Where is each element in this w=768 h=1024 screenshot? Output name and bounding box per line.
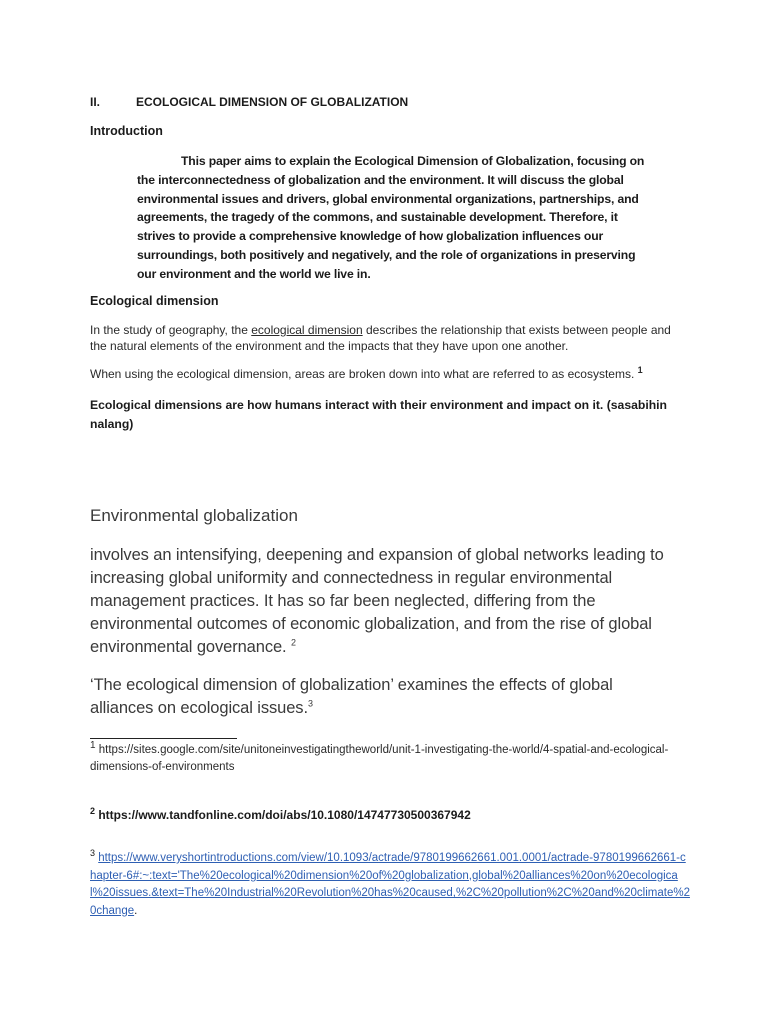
ecosystems-paragraph (90, 366, 690, 382)
environmental-globalization-paragraph (90, 544, 680, 659)
geography-text-before: In the study of geography, the (90, 323, 252, 337)
footnote-separator (90, 738, 237, 739)
footnote-2-mark: 2 (90, 806, 96, 816)
footnote-1 (90, 742, 680, 776)
footnote-2-url[interactable]: https://www.tandfonline.com/doi/abs/10.1080/14747730500367942 (95, 808, 471, 822)
section-heading (90, 95, 408, 109)
footnote-3-mark: 3 (90, 848, 96, 859)
introduction-heading: Introduction (90, 124, 163, 138)
footnote-3 (90, 850, 690, 920)
introduction-text: This paper aims to explain the Ecological Dimension of Globalization, focusing on the interconnectedness of globalization and the environment. It will discuss the global environmental issues and drivers, global environmental organizations, partnerships, and agreements, the tragedy of the commons, and sustainable development. Therefore, it strives to provide a comprehensive knowledge of how globalization influences our surroundings, both positively and negatively, and the role of organizations in preserving our environment and the world we live in. (137, 154, 645, 281)
geography-paragraph (90, 322, 690, 354)
ecological-dimension-heading: Ecological dimension (90, 294, 219, 308)
footnote-ref-1[interactable]: 1 (637, 365, 643, 375)
ecosystems-text: When using the ecological dimension, areas are broken down into what are referred to as ecosystems. (90, 367, 635, 381)
footnote-2 (90, 807, 680, 824)
footnote-1-url[interactable]: https://sites.google.com/site/unitoneinvestigatingtheworld/unit-1-investigating-the-world/4-spatial-and-ecological-dimensions-of-environments (90, 744, 669, 773)
ecological-dimension-link[interactable]: ecological dimension (251, 323, 363, 337)
quote-text: ‘The ecological dimension of globalization’ examines the effects of global alliances on ecological issues. (90, 676, 613, 717)
introduction-paragraph (137, 152, 657, 284)
section-title: ECOLOGICAL DIMENSION OF GLOBALIZATION (136, 95, 409, 109)
quote-paragraph (90, 674, 680, 720)
footnote-3-link[interactable]: https://www.veryshortintroductions.com/view/10.1093/actrade/9780199662661.001.0001/actrade-9780199662661-chapter-6#:~:text='The%20ecological%20dimension%20of%20globalization,global%20alliances%20on%20ecological%20issues.&text=The%20Industrial%20Revolution%20has%20caused,%2C%20pollution%2C%20and%20climate%20change (90, 852, 690, 917)
footnote-ref-3[interactable]: 3 (307, 698, 313, 709)
environmental-globalization-heading: Environmental globalization (90, 506, 298, 525)
humans-interact-paragraph: Ecological dimensions are how humans interact with their environment and impact on it. (sasabihin nalang) (90, 398, 667, 431)
footnote-3-period: . (134, 904, 138, 917)
footnote-1-mark: 1 (90, 740, 96, 752)
geography-text-after: describes the relationship that exists between people and the natural elements of the environment and the impacts that they have upon one another. (90, 323, 671, 353)
environmental-globalization-text: involves an intensifying, deepening and expansion of global networks leading to increasing global uniformity and connectedness in regular environmental management practices. It has so far been neglected, differing from the environmental outcomes of economic globalization, and from the rise of global environmental governance. (90, 546, 664, 656)
footnote-ref-2[interactable]: 2 (291, 637, 296, 648)
section-number: II. (90, 95, 101, 109)
